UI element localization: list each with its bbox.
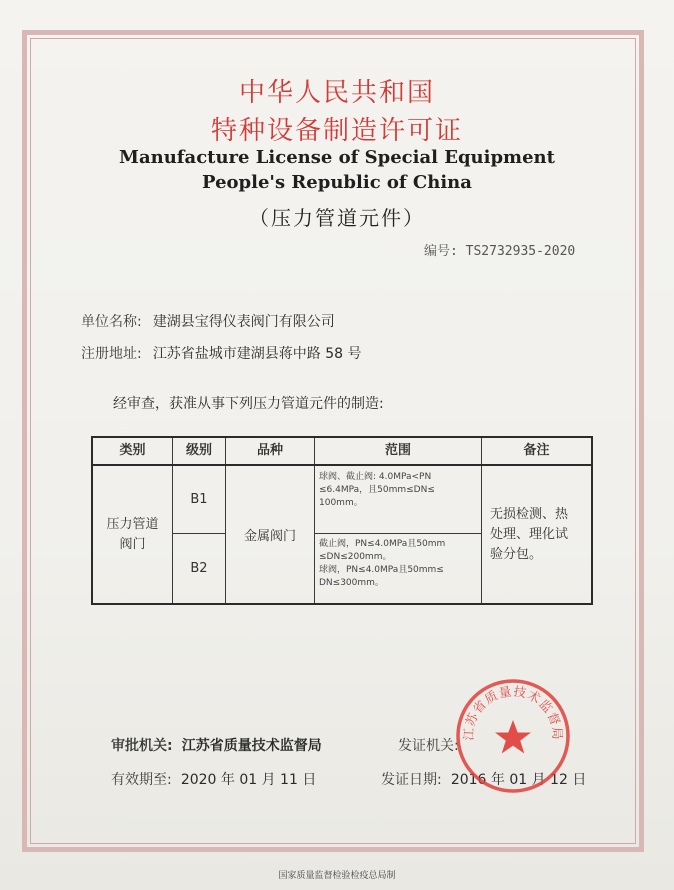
scope-line: ≤6.4MPa，且50mm≤DN≤ <box>319 485 435 495</box>
header-remarks: 备注 <box>523 443 550 458</box>
cert-number <box>424 240 575 259</box>
valid-until-row <box>111 769 316 789</box>
level-b2: B2 <box>190 561 208 576</box>
address-value: 江苏省盐城市建湖县蒋中路 58 号 <box>152 346 362 362</box>
scope-line: 100mm。 <box>319 498 363 508</box>
issue-date-value: 2016 年 01 月 12 日 <box>450 772 587 788</box>
seal-star-icon <box>495 720 531 754</box>
unit-name-label: 单位名称: <box>81 314 142 330</box>
header-level: 级别 <box>185 443 212 458</box>
title-en-line1: Manufacture License of Special Equipment <box>119 147 555 168</box>
cert-number-label: 编号: <box>424 244 458 259</box>
scope-table <box>91 436 593 605</box>
approval-text: 经审查，获准从事下列压力管道元件的制造: <box>113 396 384 412</box>
cert-number-value: TS2732935-2020 <box>465 244 576 259</box>
variety-cell: 金属阀门 <box>243 529 296 544</box>
seal-text: 江苏省质量技术监督局 <box>460 683 566 741</box>
address-row <box>81 343 362 363</box>
subtitle: （压力管道元件） <box>249 206 425 230</box>
authority-value: 江苏省质量技术监督局 <box>181 738 322 754</box>
remark-line: 无损检测、热 <box>490 506 569 522</box>
valid-until-label: 有效期至: <box>111 772 172 788</box>
footer-issuer: 国家质量监督检验检疫总局制 <box>278 871 396 881</box>
scope-line: ≤DN≤200mm。 <box>319 552 392 562</box>
issue-date-label: 发证日期: <box>381 772 442 788</box>
remark-line: 验分包。 <box>490 546 543 562</box>
title-en-line2: People's Republic of China <box>202 172 472 193</box>
scope-line: 球阀、截止阀: 4.0MPa<PN <box>319 472 432 482</box>
remark-line: 处理、理化试 <box>490 526 569 542</box>
header-variety: 品种 <box>256 443 283 458</box>
category-line: 压力管道 <box>106 516 159 532</box>
scope-b2 <box>319 538 479 590</box>
scope-line: 截止阀，PN≤4.0MPa且50mm <box>319 539 446 549</box>
title-cn-line2: 特种设备制造许可证 <box>210 116 463 146</box>
category-cell <box>93 466 172 603</box>
remarks-cell <box>482 466 591 603</box>
authority-row <box>111 735 322 755</box>
unit-name-value: 建湖县宝得仪表阀门有限公司 <box>152 314 335 330</box>
issuer-label: 发证机关: <box>398 738 459 754</box>
header-scope: 范围 <box>384 443 411 458</box>
unit-name-row <box>81 311 335 331</box>
scope-line: 球阀，PN≤4.0MPa且50mm≤ <box>319 565 444 575</box>
scope-line: DN≤300mm。 <box>319 578 384 588</box>
authority-label: 审批机关: <box>111 738 173 754</box>
header-category: 类别 <box>119 443 146 458</box>
title-cn-line1: 中华人民共和国 <box>238 78 435 108</box>
address-label: 注册地址: <box>81 346 142 362</box>
category-line: 阀门 <box>119 536 146 552</box>
scope-b1 <box>319 471 479 510</box>
level-b1: B1 <box>190 492 208 507</box>
valid-until-value: 2020 年 01 月 11 日 <box>180 772 317 788</box>
official-seal-icon <box>454 677 572 795</box>
